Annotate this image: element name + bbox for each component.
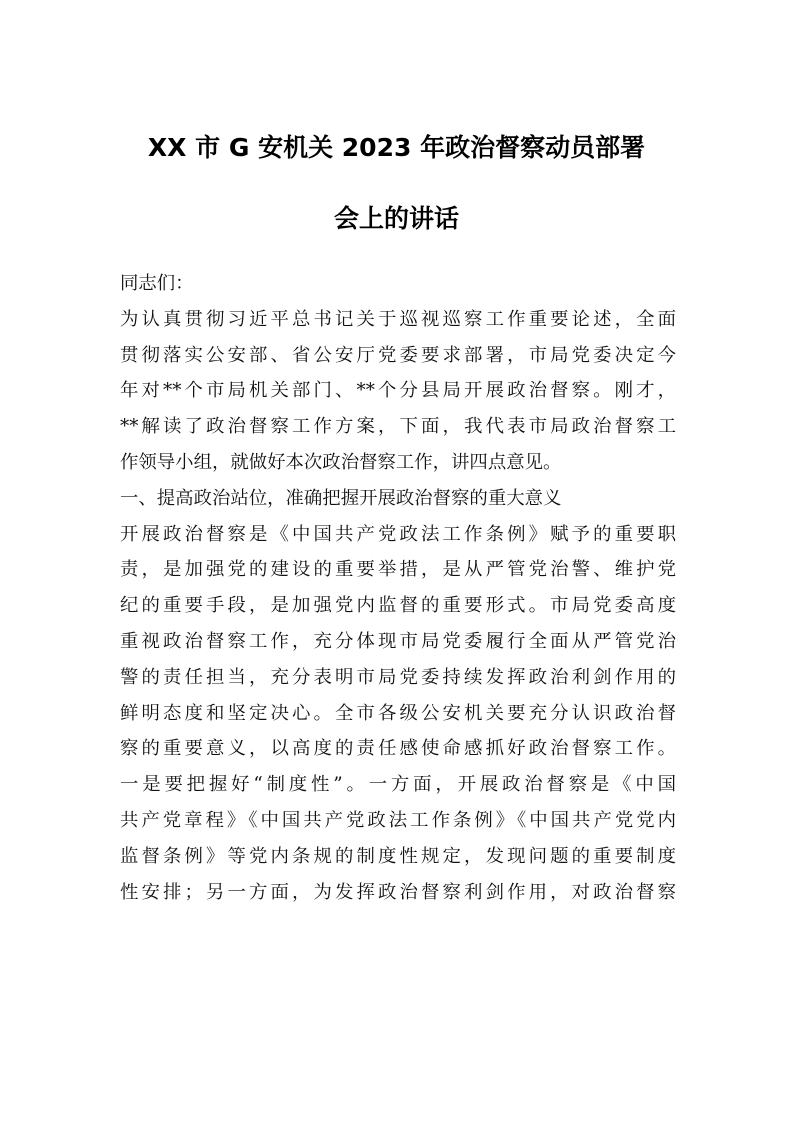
paragraph-line: 一是要把握好“制度性”。一方面，开展政治督察是《中国: [120, 774, 676, 796]
paragraph-line: 贯彻落实公安部、省公安厅党委要求部署，市局党委决定今: [120, 344, 676, 366]
paragraph-line: 鲜明态度和坚定决心。全市各级公安机关要充分认识政治督: [120, 702, 676, 724]
document-body: [120, 266, 676, 910]
paragraph-line: 共产党章程》《中国共产党政法工作条例》《中国共产党党内: [120, 809, 676, 831]
section-heading: 一、提高政治站位，准确把握开展政治督察的重大意义: [120, 487, 562, 509]
paragraph-line: 察的重要意义，以高度的责任感使命感抓好政治督察工作。: [120, 738, 676, 760]
paragraph-line: 监督条例》等党内条规的制度性规定，发现问题的重要制度: [120, 845, 676, 867]
document-title-line-2: 会上的讲话: [333, 204, 459, 233]
paragraph-line: 年对**个市局机关部门、**个分县局开展政治督察。刚才，: [120, 380, 676, 402]
paragraph-line: 为认真贯彻习近平总书记关于巡视巡察工作重要论述，全面: [120, 308, 676, 330]
paragraph-line: **解读了政治督察工作方案，下面，我代表市局政治督察工: [120, 416, 676, 438]
paragraph-line: 作领导小组，就做好本次政治督察工作，讲四点意见。: [120, 451, 562, 473]
paragraph-line: 性安排；另一方面，为发挥政治督察利剑作用，对政治督察: [120, 881, 676, 903]
paragraph-line: 警的责任担当，充分表明市局党委持续发挥政治利剑作用的: [120, 666, 676, 688]
paragraph-line: 责，是加强党的建设的重要举措，是从严管党治警、维护党: [120, 559, 676, 581]
document-title-line-1: XX 市 G 安机关 2023 年政治督察动员部署: [147, 133, 646, 162]
paragraph-line: 纪的重要手段，是加强党内监督的重要形式。市局党委高度: [120, 595, 676, 617]
paragraph-line: 开展政治督察是《中国共产党政法工作条例》赋予的重要职: [120, 523, 676, 545]
paragraph-line: 重视政治督察工作，充分体现市局党委履行全面从严管党治: [120, 630, 676, 652]
salutation: 同志们：: [120, 273, 194, 294]
